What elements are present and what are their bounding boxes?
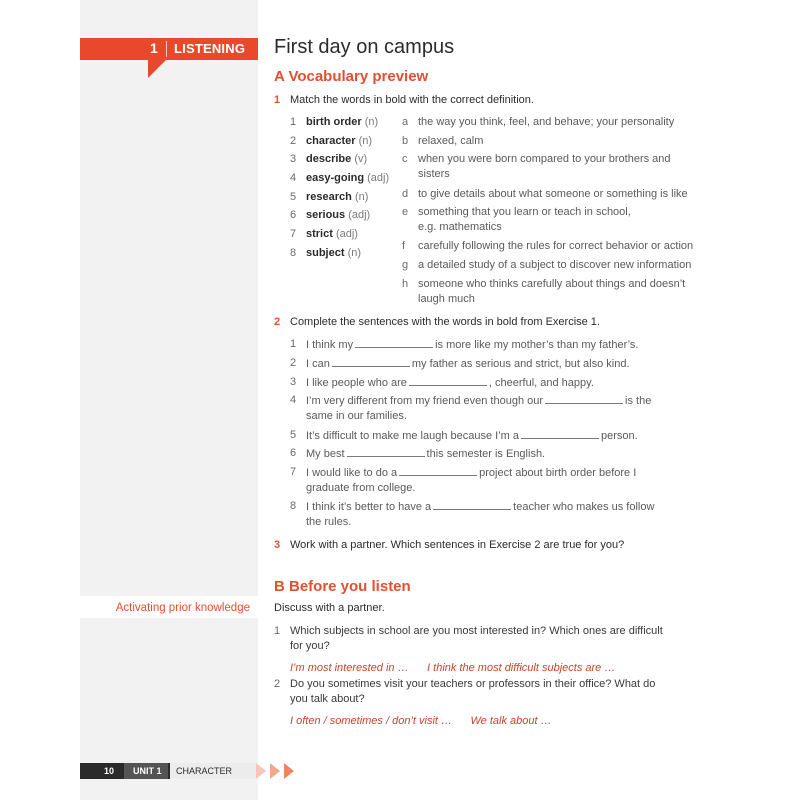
question-text [290,677,690,707]
answer-blank[interactable] [521,428,599,439]
sentence-part: this semester is English. [426,448,546,460]
definition-text [418,152,688,182]
definition-text [418,115,688,130]
example-answer: We talk about … [470,715,552,727]
bold-word: serious [306,209,346,221]
vocab-word [306,152,367,167]
margin-column [80,0,258,800]
definition-line-1: a detailed study of a subject to discover new information [418,259,692,271]
definition-letter: g [402,259,409,271]
sentence-continuation: graduate from college. [306,482,416,494]
definition-text [418,258,692,273]
item-number: 8 [290,247,297,259]
definition-letter: c [402,153,408,165]
question-line-2: you talk about? [290,693,365,705]
definition-line-2: laugh much [418,293,475,305]
sentence-part: is the [625,395,652,407]
sentence-part: I can [306,358,330,370]
answer-blank[interactable] [545,393,623,404]
sentence-part: It’s difficult to make me laugh because I’m a [306,430,519,442]
footer-arrow-3 [284,763,294,779]
definition-letter: d [402,188,409,200]
example-answer: I often / sometimes / don’t visit … [290,715,453,727]
item-number: 1 [290,338,297,350]
answer-blank[interactable] [399,465,477,476]
vocab-word [306,208,370,223]
sentence-text [306,356,630,372]
definition-line-1: the way you think, feel, and behave; your personality [418,116,675,128]
exercise-3-instruction [274,539,624,551]
answer-blank[interactable] [355,337,433,348]
definition-line-1: something that you learn or teach in school, [418,206,631,218]
answer-blank[interactable] [409,375,487,386]
exercise-1-instruction [274,94,534,106]
sentence-part: I’m very different from my friend even though our [306,395,544,407]
sentence-part: project about birth order before I [479,467,637,479]
part-of-speech: (n) [354,191,369,203]
question-line-1: Do you sometimes visit your teachers or professors in their office? What do [290,678,656,690]
answer-blank[interactable] [347,446,425,457]
part-of-speech: (adj) [348,209,371,221]
banner-tail [148,60,166,78]
footer-unit: UNIT 1 [133,766,162,776]
example-answers-2 [290,711,552,729]
definition-line-1: someone who thinks carefully about things and doesn’t [418,278,686,290]
definition-text [418,187,688,202]
item-number: 4 [290,172,297,184]
sentence-text [306,375,594,391]
item-number: 2 [290,135,297,147]
sentence-part: , cheerful, and happy. [488,377,594,389]
item-number: 7 [290,466,297,478]
item-number: 7 [290,228,297,240]
definition-line-1: to give details about what someone or something is like [418,188,688,200]
item-number: 3 [290,153,297,165]
sentence-text [306,465,636,496]
part-of-speech: (adj) [335,228,358,240]
page-number: 10 [104,766,115,776]
sentence-part: is more like my mother’s than my father’s. [435,339,639,351]
vocab-word [306,134,372,149]
sentence-part: I think it’s better to have a [306,501,432,513]
sentence-part: I would like to do a [306,467,398,479]
definition-letter: h [402,278,409,290]
sentence-part: I think my [306,339,354,351]
vocab-word [306,246,361,261]
section-label: LISTENING [174,41,246,56]
sentence-text [306,337,638,353]
definition-text [418,239,694,254]
sentence-part: teacher who makes us follow [513,501,655,513]
section-a-heading: A Vocabulary preview [274,68,429,85]
definition-letter: b [402,135,409,147]
bold-word: birth order [306,116,362,128]
instruction-text: Work with a partner. Which sentences in Exercise 2 are true for you? [290,539,625,551]
sentence-part: person. [600,430,638,442]
instruction-text: Match the words in bold with the correct definition. [290,94,534,106]
question-line-1: Which subjects in school are you most interested in? Which ones are difficult [290,625,663,637]
exercise-number: 1 [274,94,281,106]
exercise-2-instruction [274,316,600,328]
bold-word: describe [306,153,352,165]
sentence-part: I like people who are [306,377,407,389]
example-answers-1 [290,658,615,676]
sentence-part: My best [306,448,345,460]
section-b-heading: B Before you listen [274,578,411,595]
item-number: 3 [290,376,297,388]
bold-word: research [306,191,352,203]
sentence-text [306,499,654,530]
item-number: 8 [290,500,297,512]
sentence-text [306,393,651,424]
answer-blank[interactable] [433,499,511,510]
part-of-speech: (v) [354,153,368,165]
vocab-word [306,190,368,205]
footer-arrow-1 [256,763,266,779]
example-answer: I’m most interested in … [290,662,409,674]
item-number: 5 [290,191,297,203]
definition-text [418,205,688,235]
item-number: 1 [290,116,297,128]
vocab-word [306,115,378,130]
part-of-speech: (n) [364,116,379,128]
footer-topic: CHARACTER [176,766,233,776]
exercise-number: 3 [274,539,281,551]
margin-label: Activating prior knowledge [115,602,250,614]
sentence-text [306,446,545,462]
sentence-text [306,428,638,444]
banner-divider [166,41,167,57]
page-title: First day on campus [274,36,455,58]
section-b-instruction: Discuss with a partner. [274,602,385,614]
item-number: 4 [290,394,297,406]
item-number: 5 [290,429,297,441]
definition-letter: e [402,206,409,218]
bold-word: character [306,135,356,147]
definition-line-2: e.g. mathematics [418,221,502,233]
bold-word: strict [306,228,333,240]
footer-arrow-2 [270,763,280,779]
unit-number: 1 [150,40,158,56]
question-line-2: for you? [290,640,330,652]
question-number: 1 [274,625,281,637]
part-of-speech: (n) [347,247,362,259]
question-text [290,624,690,654]
definition-text [418,277,688,307]
definition-line-1: relaxed, calm [418,135,484,147]
definition-line-1: carefully following the rules for correct behavior or action [418,240,694,252]
definition-letter: f [402,240,406,252]
item-number: 2 [290,357,297,369]
instruction-text: Complete the sentences with the words in bold from Exercise 1. [290,316,600,328]
vocab-word [306,227,358,242]
vocab-word [306,171,389,186]
definition-text [418,134,688,149]
definition-letter: a [402,116,409,128]
definition-line-1: when you were born compared to your brothers and [418,153,671,165]
definition-line-2: sisters [418,168,450,180]
part-of-speech: (n) [358,135,373,147]
exercise-number: 2 [274,316,281,328]
sentence-continuation: the rules. [306,516,352,528]
item-number: 6 [290,447,297,459]
question-number: 2 [274,678,281,690]
sentence-part: my father as serious and strict, but also kind. [411,358,630,370]
bold-word: easy-going [306,172,365,184]
sentence-continuation: same in our families. [306,410,407,422]
part-of-speech: (adj) [367,172,390,184]
bold-word: subject [306,247,345,259]
example-answer: I think the most difficult subjects are … [427,662,616,674]
item-number: 6 [290,209,297,221]
answer-blank[interactable] [332,356,410,367]
